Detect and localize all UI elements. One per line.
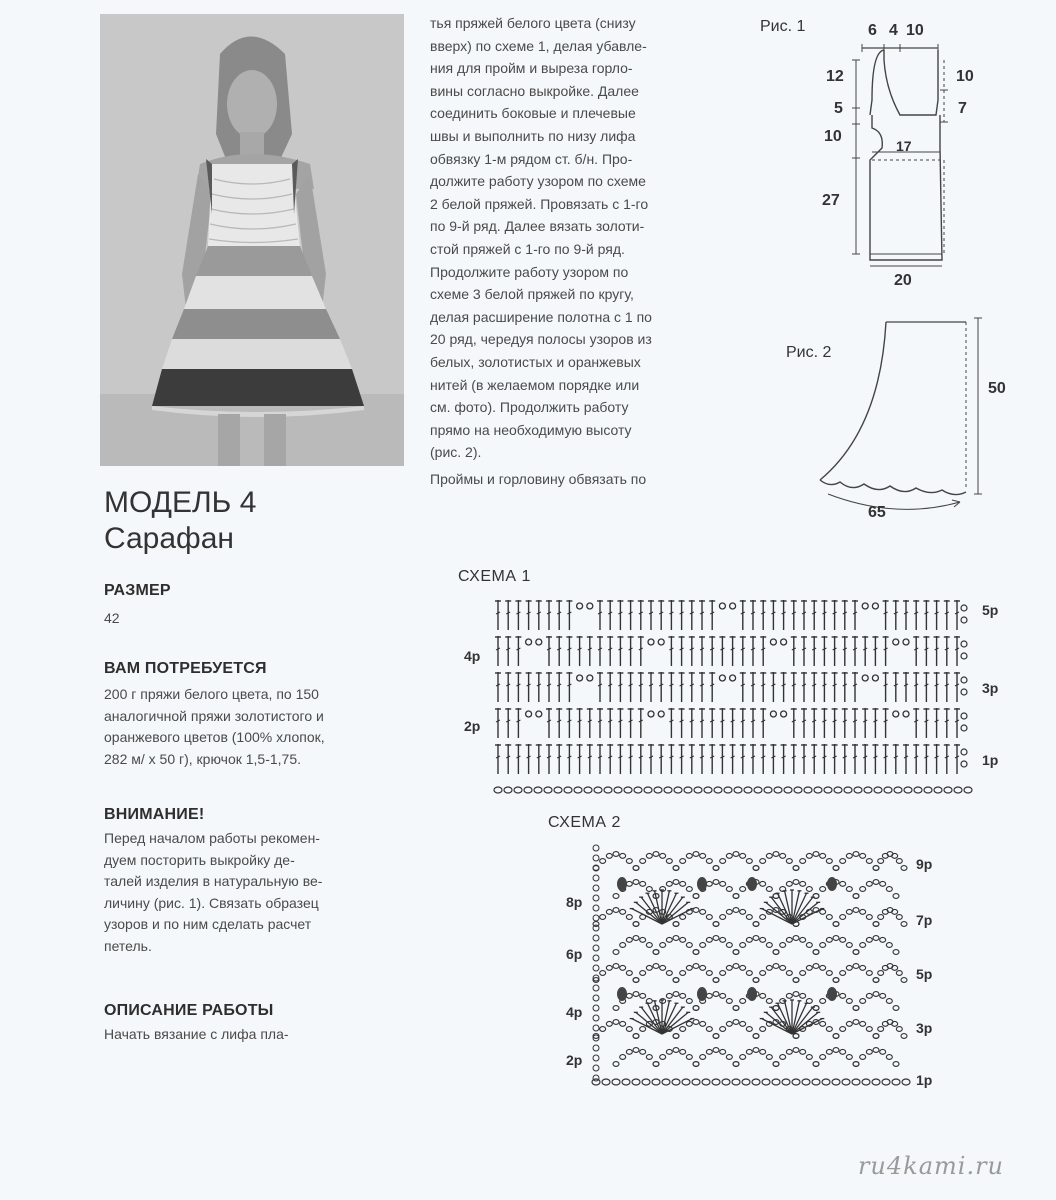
fig1-dim-right-1: 10 [956, 68, 974, 85]
size-heading: РАЗМЕР [104, 582, 171, 599]
text-line: 2 белой пряжей. Провязать с 1-го [430, 195, 649, 212]
text-line: соединить боковые и плечевые [430, 105, 636, 122]
fig1-label: Рис. 1 [760, 18, 806, 35]
text-line: стой пряжей с 1-го по 9-й ряд. [430, 240, 625, 257]
scheme2-chart [592, 844, 912, 1090]
fig1-dim-left-3: 10 [824, 128, 842, 145]
materials-heading: ВАМ ПОТРЕБУЕТСЯ [104, 660, 267, 677]
model-title: МОДЕЛЬ 4 [104, 486, 257, 519]
text-line: 282 м/ х 50 г), крючок 1,5-1,75. [104, 750, 302, 767]
text-line: вверх) по схеме 1, делая убавле- [430, 37, 647, 54]
text-line: белых, золотистых и оранжевых [430, 353, 641, 370]
scheme2-row-label: 8р [566, 894, 583, 910]
fig1-dim-right-2: 7 [958, 100, 967, 117]
text-line: тья пряжей белого цвета (снизу [430, 15, 636, 31]
scheme1-row-label: 3р [982, 680, 999, 696]
attention-heading: ВНИМАНИЕ! [104, 806, 205, 823]
fig1-dim-bottom: 20 [894, 272, 912, 289]
size-value: 42 [104, 610, 120, 626]
text-line: талей изделия в натуральную ве- [104, 873, 323, 890]
text-line: петель. [104, 937, 152, 954]
scheme1-row-label: 2р [464, 718, 481, 734]
fig1-dim-inner: 17 [896, 138, 912, 154]
fig1-dim-left-2: 5 [834, 100, 843, 117]
fig2-dim-height: 50 [988, 380, 1006, 397]
fig1-dim-top-1: 6 [868, 22, 877, 39]
text-line: узоров и по ним сделать расчет [104, 916, 312, 933]
scheme1-row-label: 4р [464, 648, 481, 664]
text-line: обвязку 1-м рядом ст. б/н. Про- [430, 150, 633, 167]
text-line: схеме 3 белой пряжей по кругу, [430, 286, 634, 303]
text-line: 20 ряд, чередуя полосы узоров из [430, 331, 652, 348]
site-watermark: ru4kami.ru [857, 1152, 1004, 1180]
model-subtitle: Сарафан [104, 522, 234, 555]
text-line: Начать вязание с лифа пла- [104, 1026, 289, 1042]
text-line: прямо на необходимую высоту [430, 421, 632, 438]
continued-text [430, 12, 736, 490]
text-line: ния для пройм и выреза горло- [430, 60, 633, 77]
scheme2-row-label: 5р [916, 966, 933, 982]
scheme2-row-label: 6р [566, 946, 583, 962]
description-text [104, 1024, 408, 1046]
fig1-dim-top-3: 10 [906, 22, 924, 39]
text-line: нитей (в желаемом порядке или [430, 376, 640, 393]
attention-text [104, 828, 408, 958]
materials-text [104, 684, 408, 770]
fig2-diagram [800, 310, 1000, 520]
text-line: Продолжите работу узором по [430, 263, 629, 280]
scheme1-row-label: 1р [982, 752, 999, 768]
scheme2-row-label: 1р [916, 1072, 933, 1088]
fig1-diagram [800, 20, 1000, 300]
text-line: аналогичной пряжи золотистого и [104, 707, 324, 724]
text-line: дуем посторить выкройку де- [104, 851, 295, 868]
text-line: должите работу узором по схеме [430, 173, 646, 190]
description-heading: ОПИСАНИЕ РАБОТЫ [104, 1002, 274, 1019]
scheme2-label: СХЕМА 2 [548, 814, 621, 831]
scheme2-row-label: 2р [566, 1052, 583, 1068]
model-photo [100, 14, 404, 466]
fig1-dim-left-1: 12 [826, 68, 844, 85]
text-line: по 9-й ряд. Далее вязать золоти- [430, 218, 645, 235]
text-line: делая расширение полотна с 1 по [430, 308, 652, 325]
text-line: швы и выполнить по низу лифа [430, 127, 636, 144]
fig1-dim-top-2: 4 [889, 22, 898, 39]
text-line: (рис. 2). [430, 444, 482, 461]
text-line: вины согласно выкройке. Далее [430, 82, 639, 99]
text-line: 200 г пряжи белого цвета, по 150 [104, 686, 319, 702]
scheme2-row-label: 7р [916, 912, 933, 928]
scheme1-row-label: 5р [982, 602, 999, 618]
fig1-dim-left-4: 27 [822, 192, 840, 209]
scheme1-label: СХЕМА 1 [458, 568, 531, 585]
scheme2-row-label: 4р [566, 1004, 583, 1020]
scheme2-row-label: 3р [916, 1020, 933, 1036]
text-line: см. фото). Продолжить работу [430, 399, 629, 416]
scheme1-chart [492, 592, 972, 800]
fig2-dim-bottom: 65 [868, 504, 886, 521]
text-line: личину (рис. 1). Связать образец [104, 894, 319, 911]
text-line: Проймы и горловину обвязать по [430, 470, 647, 487]
fig2-label: Рис. 2 [786, 344, 832, 361]
text-line: оранжевого цветов (100% хлопок, [104, 729, 325, 746]
scheme2-row-label: 9р [916, 856, 933, 872]
text-line: Перед началом работы рекомен- [104, 830, 320, 846]
